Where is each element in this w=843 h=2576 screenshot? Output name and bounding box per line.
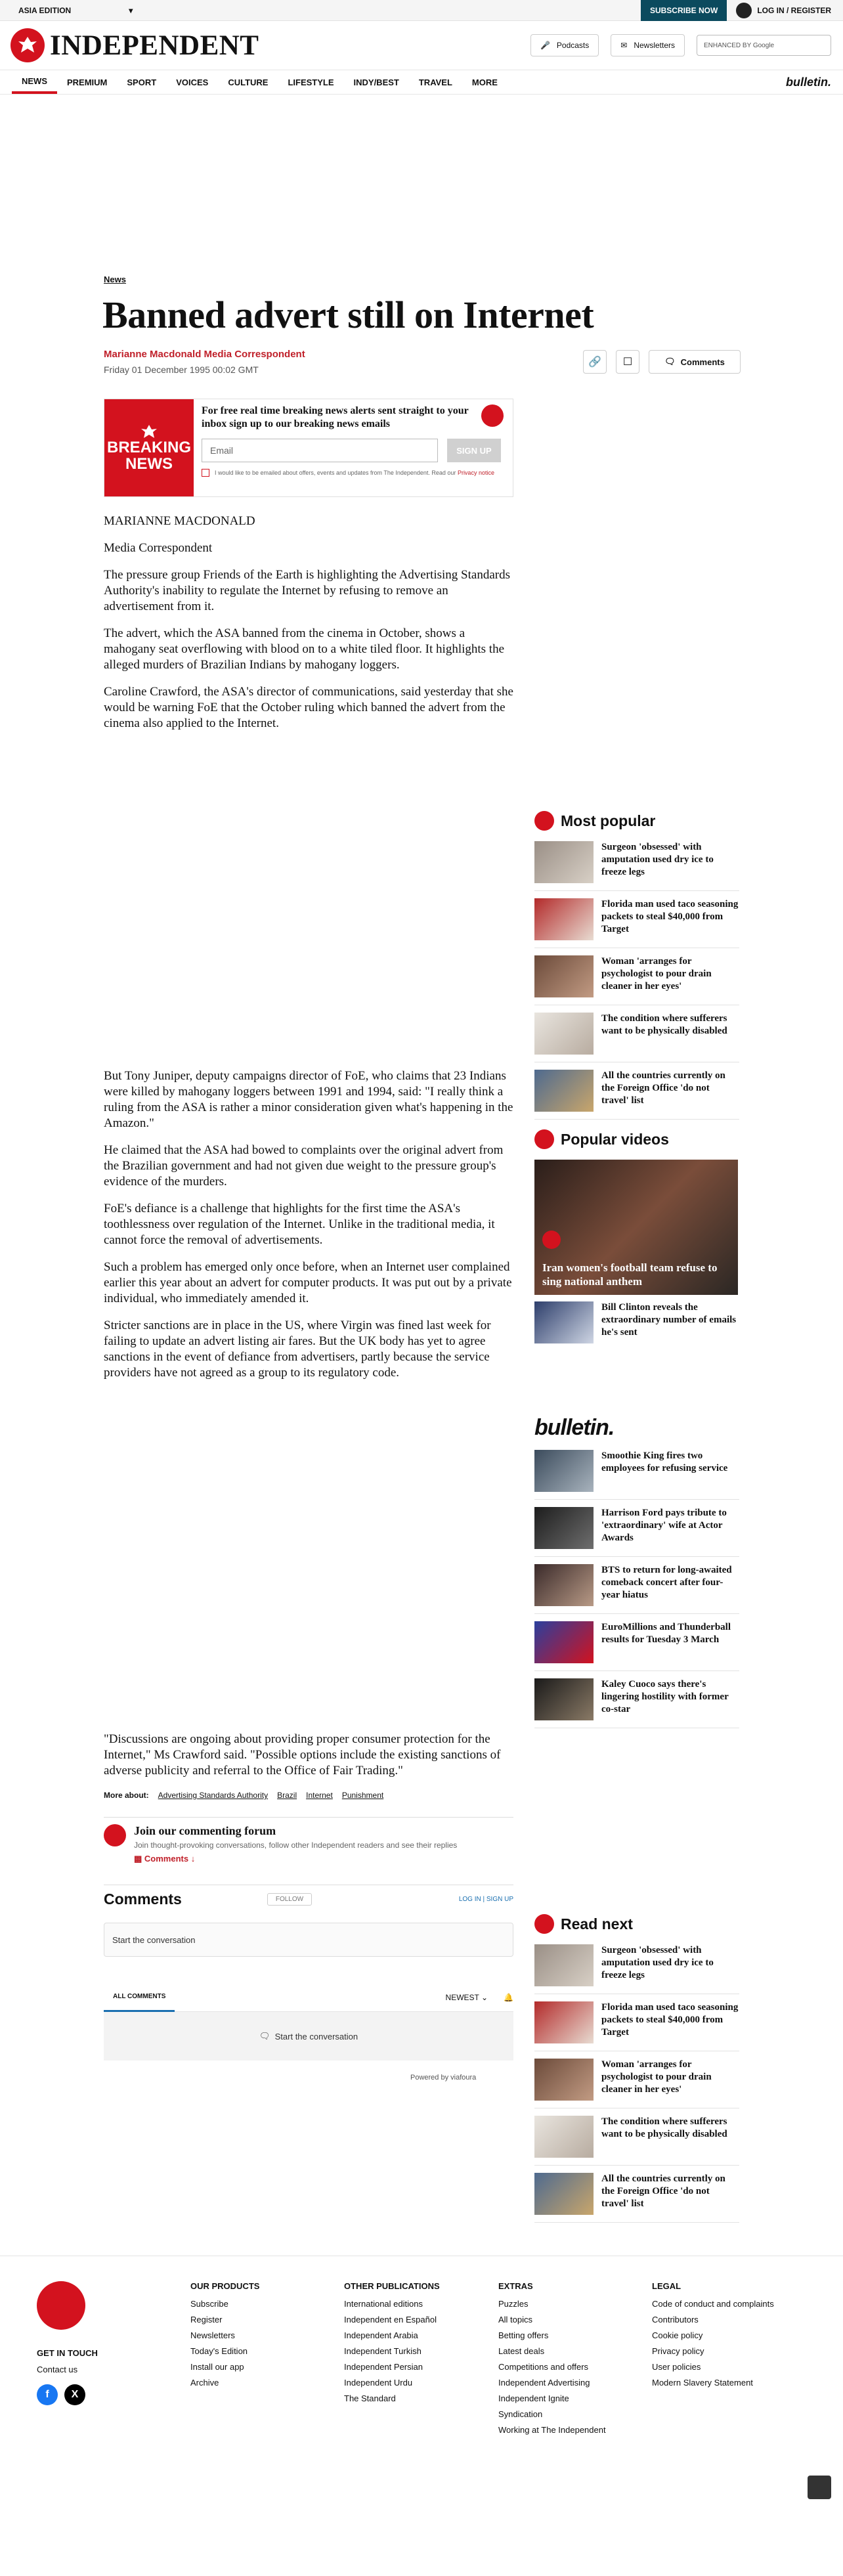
- footer-link[interactable]: Latest deals: [498, 2346, 545, 2356]
- footer-link[interactable]: Code of conduct and complaints: [652, 2299, 774, 2309]
- headline: Kaley Cuoco says there's lingering hostility with former co-star: [601, 1679, 729, 1714]
- thumbnail: [534, 1013, 594, 1055]
- paragraph: FoE's defiance is a challenge that highlights for the first time the ASA's toothlessness over regulation of the Internet. Unlike in the traditional media, it cannot force the removal of advertisements.: [104, 1202, 495, 1247]
- newsletters-button[interactable]: [611, 34, 685, 56]
- footer-link[interactable]: Betting offers: [498, 2330, 549, 2340]
- list-item[interactable]: [534, 2173, 739, 2223]
- thumbnail: [534, 1678, 594, 1720]
- list-item[interactable]: [534, 2116, 739, 2166]
- envelope-icon: ✉: [620, 41, 628, 50]
- eagle-logo-icon[interactable]: [37, 2281, 85, 2330]
- headline: All the countries currently on the Foreign Office 'do not travel' list: [601, 1070, 725, 1106]
- article-body-part-3: [104, 1732, 513, 1790]
- footer-link[interactable]: Install our app: [190, 2362, 244, 2372]
- thumbnail: [534, 1301, 594, 1343]
- consent-text: I would like to be emailed about offers, events and updates from The Independent. Read our: [215, 469, 456, 476]
- headline: All the countries currently on the Foreign Office 'do not travel' list: [601, 2173, 725, 2209]
- topic-tag[interactable]: Brazil: [277, 1791, 297, 1800]
- podcasts-button[interactable]: [530, 34, 599, 56]
- main-nav: [0, 70, 843, 95]
- video-card[interactable]: [534, 1160, 738, 1295]
- footer-link[interactable]: Modern Slavery Statement: [652, 2378, 753, 2388]
- edition-selector[interactable]: [18, 6, 133, 15]
- comments-button-label: Comments: [680, 357, 725, 367]
- eagle-icon: [534, 1914, 554, 1934]
- eagle-icon: [139, 424, 159, 439]
- footer-col-title: EXTRAS: [498, 2281, 533, 2291]
- paragraph: Such a problem has emerged only once before, when an Internet user complained earlier this year about an advert for computer products. It was put out by a private individual, who immediately amended it.: [104, 1260, 512, 1305]
- thumbnail: [534, 1450, 594, 1492]
- footer-link[interactable]: Independent Ignite: [498, 2393, 569, 2403]
- paragraph: The advert, which the ASA banned from the cinema in October, shows a mahogany seat overflowing with blood on to a white tiled floor. It highlights the alleged murders of Brazilian Indians by mahogany loggers.: [104, 626, 505, 672]
- footer-link[interactable]: Newsletters: [190, 2330, 235, 2340]
- footer-link[interactable]: Independent Turkish: [344, 2346, 422, 2356]
- headline: The condition where sufferers want to be physically disabled: [601, 2116, 727, 2139]
- eagle-icon: [534, 811, 554, 831]
- tab-all-comments[interactable]: ALL COMMENTS: [104, 1983, 175, 2012]
- paragraph: Stricter sanctions are in place in the US, where Virgin was fined last week for failing to update an advert listing air fares. But the UK body has yet to agree sanctions in the event of defiance from advertisers, partly because the service providers have not agreed as a group to its regulatory code.: [104, 1319, 491, 1380]
- headline: Smoothie King fires two employees for refusing service: [601, 1451, 728, 1474]
- search-input[interactable]: ENHANCED BY Google: [697, 35, 831, 56]
- list-item[interactable]: [534, 1678, 739, 1728]
- footer-link[interactable]: Today's Edition: [190, 2346, 248, 2356]
- signup-heading: For free real time breaking news alerts sent straight to your inbox sign up to our breaking news emails: [202, 405, 469, 429]
- footer-link[interactable]: All topics: [498, 2315, 533, 2325]
- sort-label: NEWEST: [445, 1992, 479, 2002]
- footer-link[interactable]: The Standard: [344, 2393, 396, 2403]
- nav-item-culture[interactable]: CULTURE: [228, 77, 269, 87]
- publish-date: Friday 01 December 1995 00:02 GMT: [104, 364, 259, 375]
- forum-comments-link[interactable]: ▩ Comments ↓: [134, 1854, 196, 1864]
- comments-tabbar: [104, 1983, 513, 2012]
- thumbnail: [534, 841, 594, 883]
- footer-col-title: LEGAL: [652, 2281, 681, 2291]
- thumbnail: [534, 2001, 594, 2043]
- footer-link[interactable]: Syndication: [498, 2409, 543, 2419]
- bell-icon[interactable]: 🔔: [504, 1992, 513, 2002]
- author-byline[interactable]: Marianne Macdonald Media Correspondent: [104, 349, 305, 360]
- popular-videos-module: [534, 1129, 739, 1359]
- privacy-notice-link[interactable]: Privacy notice: [457, 469, 494, 476]
- topic-tag[interactable]: Internet: [306, 1791, 333, 1800]
- article-body-part-1: [104, 513, 513, 743]
- footer-col-products: [190, 2281, 259, 2393]
- most-popular-module: [534, 811, 739, 1127]
- footer-link[interactable]: Independent en Español: [344, 2315, 437, 2325]
- more-about-label: More about:: [104, 1791, 149, 1800]
- headline: Woman 'arranges for psychologist to pour drain cleaner in her eyes': [601, 2059, 712, 2095]
- sign-up-button[interactable]: SIGN UP: [447, 439, 501, 462]
- empty-comments-state: [104, 2012, 513, 2061]
- video-caption: Iran women's football team refuse to sing national anthem: [542, 1261, 718, 1288]
- footer-col-legal: [652, 2281, 774, 2393]
- footer-col-publications: [344, 2281, 440, 2409]
- footer-link[interactable]: Register: [190, 2315, 223, 2325]
- copy-link-button[interactable]: [583, 350, 607, 374]
- topic-tag[interactable]: Punishment: [341, 1791, 384, 1800]
- article-body-part-2: [104, 1068, 513, 1392]
- list-item[interactable]: [534, 2001, 739, 2051]
- headline: Harrison Ford pays tribute to 'extraordinary' wife at Actor Awards: [601, 1508, 727, 1543]
- paragraph: But Tony Juniper, deputy campaigns director of FoE, who claims that 23 Indians were killed by mahogany loggers between 1991 and 1994, said: "I really think a ruling from the ASA is rather a minor consideration given what's happening in the Amazon.": [104, 1069, 513, 1130]
- paragraph: He claimed that the ASA had bowed to complaints over the original advert from the Brazilian government and had not given due weight to the pressure group's evidence of the murders.: [104, 1143, 504, 1189]
- paragraph: The pressure group Friends of the Earth is highlighting the Advertising Standards Authority's inability to regulate the Internet by refusing to remove an advertisement from it.: [104, 568, 510, 613]
- nav-item-news[interactable]: NEWS: [12, 70, 57, 94]
- footer-link[interactable]: Contributors: [652, 2315, 699, 2325]
- play-icon: [542, 1231, 561, 1249]
- list-item[interactable]: [534, 1070, 739, 1120]
- site-footer: [0, 2256, 843, 2435]
- bookmark-icon: ☐: [622, 357, 633, 368]
- section-tag[interactable]: News: [104, 274, 126, 284]
- read-next-module: [534, 1914, 739, 2230]
- footer-link[interactable]: Subscribe: [190, 2299, 228, 2309]
- list-item[interactable]: [534, 1621, 739, 1671]
- sort-dropdown[interactable]: NEWEST ⌄: [445, 1992, 488, 2002]
- thumbnail: [534, 2116, 594, 2158]
- footer-link[interactable]: Independent Arabia: [344, 2330, 418, 2340]
- site-logo[interactable]: [11, 28, 259, 62]
- user-icon: [736, 3, 752, 18]
- follow-button[interactable]: FOLLOW: [267, 1893, 312, 1906]
- microphone-icon: 🎤: [540, 41, 550, 50]
- list-item[interactable]: [534, 1507, 739, 1557]
- nav-item-indybest[interactable]: INDY/BEST: [353, 77, 399, 87]
- facebook-icon[interactable]: f: [37, 2384, 58, 2405]
- link-icon: 🔗: [588, 357, 601, 368]
- list-item[interactable]: [534, 898, 739, 948]
- footer-link[interactable]: Puzzles: [498, 2299, 529, 2309]
- headline: Florida man used taco seasoning packets to steal $40,000 from Target: [601, 2002, 739, 2038]
- comment-compose-input[interactable]: Start the conversation: [104, 1923, 513, 1957]
- eagle-badge-icon: [481, 404, 504, 427]
- headline: The condition where sufferers want to be physically disabled: [601, 1013, 727, 1036]
- forum-link-label: Comments: [144, 1854, 189, 1864]
- login-register-link[interactable]: [736, 3, 831, 18]
- x-icon[interactable]: X: [64, 2384, 85, 2405]
- bulletin-title[interactable]: bulletin.: [534, 1415, 615, 1440]
- comment-icon: 🗨: [664, 357, 676, 366]
- nav-item-premium[interactable]: PREMIUM: [67, 77, 108, 87]
- newsletters-label: Newsletters: [634, 41, 675, 50]
- footer-col-title: OUR PRODUCTS: [190, 2281, 260, 2291]
- headline: Bill Clinton reveals the extraordinary number of emails he's sent: [601, 1302, 737, 1338]
- paragraph: MARIANNE MACDONALD: [104, 514, 255, 528]
- edition-label: ASIA EDITION: [18, 5, 72, 15]
- comments-header: [104, 1885, 513, 1908]
- article-title: Banned advert still on Internet: [102, 294, 594, 336]
- eagle-icon: [534, 1129, 554, 1149]
- thumbnail: [534, 955, 594, 997]
- footer-link[interactable]: User policies: [652, 2362, 701, 2372]
- paragraph: Media Correspondent: [104, 541, 213, 555]
- forum-subtitle: Join thought-provoking conversations, follow other Independent readers and see their replies: [134, 1841, 458, 1850]
- paragraph: "Discussions are ongoing about providing proper consumer protection for the Internet," Ms Crawford said. "Possible options include the existing sanctions of adverse publicity and referral to the Office of Fair Trading.": [104, 1732, 501, 1778]
- chevron-down-icon: ▾: [129, 5, 133, 15]
- thumbnail: [534, 1621, 594, 1663]
- footer-link[interactable]: Cookie policy: [652, 2330, 703, 2340]
- footer-link[interactable]: Independent Persian: [344, 2362, 423, 2372]
- help-chat-button[interactable]: [808, 2476, 831, 2499]
- top-utility-bar: [0, 0, 843, 21]
- powered-by-viafoura: Powered by viafoura: [410, 2074, 477, 2082]
- comments-login-link[interactable]: LOG IN | SIGN UP: [458, 1896, 513, 1903]
- comment-icon: 🗨: [259, 2031, 275, 2041]
- thumbnail: [534, 1564, 594, 1606]
- popular-videos-title: Popular videos: [561, 1130, 669, 1148]
- login-label: LOG IN / REGISTER: [757, 5, 831, 15]
- forum-title: Join our commenting forum: [134, 1824, 276, 1837]
- comments-button[interactable]: [649, 350, 741, 374]
- logo-wordmark: INDEPENDENT: [50, 30, 259, 61]
- thumbnail: [534, 2059, 594, 2101]
- bulletin-nav-link[interactable]: bulletin.: [786, 75, 831, 89]
- subscribe-button[interactable]: SUBSCRIBE NOW: [641, 0, 727, 21]
- email-input[interactable]: Email: [202, 439, 438, 462]
- list-item[interactable]: [534, 1564, 739, 1614]
- thumbnail: [534, 1944, 594, 1986]
- headline: Florida man used taco seasoning packets to steal $40,000 from Target: [601, 899, 739, 934]
- bulletin-module: [534, 1415, 739, 1736]
- most-popular-title: Most popular: [561, 812, 656, 829]
- footer-link[interactable]: International editions: [344, 2299, 423, 2309]
- list-item[interactable]: [534, 1013, 739, 1062]
- list-item[interactable]: [534, 1944, 739, 1994]
- headline: Surgeon 'obsessed' with amputation used dry ice to freeze legs: [601, 842, 714, 877]
- breaking-news-badge: [104, 399, 194, 496]
- footer-link[interactable]: Privacy policy: [652, 2346, 704, 2356]
- masthead: [0, 21, 843, 70]
- headline: Woman 'arranges for psychologist to pour drain cleaner in her eyes': [601, 956, 712, 992]
- footer-link[interactable]: Competitions and offers: [498, 2362, 589, 2372]
- nav-item-more[interactable]: MORE: [471, 77, 498, 87]
- list-item[interactable]: [534, 955, 739, 1005]
- list-item[interactable]: [534, 841, 739, 891]
- empty-comments-text[interactable]: Start the conversation: [274, 2031, 358, 2041]
- video-item[interactable]: [534, 1301, 739, 1351]
- breaking-news-signup: [104, 399, 513, 497]
- get-in-touch-heading: GET IN TOUCH: [37, 2348, 98, 2358]
- footer-link[interactable]: Independent Urdu: [344, 2378, 413, 2388]
- headline: Surgeon 'obsessed' with amputation used dry ice to freeze legs: [601, 1945, 714, 1980]
- nav-item-sport[interactable]: SPORT: [127, 77, 157, 87]
- bookmark-button[interactable]: [616, 350, 639, 374]
- thumbnail: [534, 1070, 594, 1112]
- more-about-tags: [104, 1791, 383, 1800]
- commenting-forum-promo: [104, 1817, 513, 1864]
- topic-tag[interactable]: Advertising Standards Authority: [158, 1791, 269, 1800]
- thumbnail: [534, 898, 594, 940]
- comments-title: Comments: [104, 1890, 182, 1908]
- news-label: NEWS: [125, 455, 173, 473]
- consent-checkbox[interactable]: [202, 469, 209, 477]
- thumbnail: [534, 1507, 594, 1549]
- footer-link[interactable]: Independent Advertising: [498, 2378, 590, 2388]
- list-item[interactable]: [534, 2059, 739, 2108]
- nav-item-travel[interactable]: TRAVEL: [418, 77, 452, 87]
- thumbnail: [534, 2173, 594, 2215]
- eagle-logo-icon: [11, 28, 45, 62]
- footer-col-title: OTHER PUBLICATIONS: [344, 2281, 440, 2291]
- contact-us-link[interactable]: Contact us: [37, 2365, 78, 2374]
- headline: BTS to return for long-awaited comeback concert after four-year hiatus: [601, 1565, 732, 1600]
- nav-item-voices[interactable]: VOICES: [176, 77, 209, 87]
- footer-link[interactable]: Working at The Independent: [498, 2425, 606, 2435]
- share-tools: [583, 350, 741, 374]
- podcasts-label: Podcasts: [556, 41, 590, 50]
- read-next-title: Read next: [561, 1915, 633, 1932]
- eagle-icon: [104, 1824, 126, 1846]
- nav-item-lifestyle[interactable]: LIFESTYLE: [288, 77, 334, 87]
- paragraph: Caroline Crawford, the ASA's director of communications, said yesterday that she would be warning FoE that the October ruling which banned the advert from the cinema also applied to the Internet.: [104, 685, 513, 730]
- footer-col-extras: [498, 2281, 606, 2441]
- breaking-label: BREAKING: [106, 439, 191, 456]
- headline: EuroMillions and Thunderball results for Tuesday 3 March: [601, 1622, 731, 1645]
- list-item[interactable]: [534, 1450, 739, 1500]
- footer-link[interactable]: Archive: [190, 2378, 219, 2388]
